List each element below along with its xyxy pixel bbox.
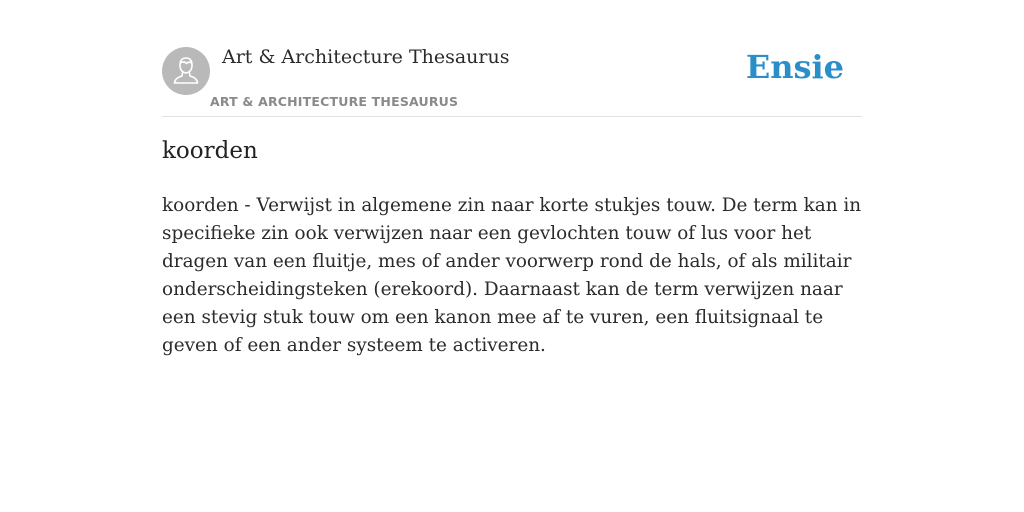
user-placeholder-icon xyxy=(162,47,210,95)
definition-text: koorden - Verwijst in algemene zin naar korte stukjes touw. De term kan in specifieke zin ook verwijzen naar een gevlochten touw of lus voor het dragen van een fluitje, mes of ander voorwerp rond de hals, of als militair onderscheidingsteken (erekoord). Daarnaast kan de term verwijzen naar een stevig stuk touw om een kanon mee af te vuren, een fluitsignaal te geven of een ander systeem te activeren. xyxy=(162,195,862,356)
source-title[interactable]: Art & Architecture Thesaurus xyxy=(222,46,510,68)
term-title: koorden xyxy=(162,138,258,164)
avatar[interactable] xyxy=(162,47,210,95)
source-subtitle: ART & ARCHITECTURE THESAURUS xyxy=(210,94,459,109)
ensie-logo[interactable]: Ensie xyxy=(745,48,844,86)
page-header xyxy=(162,40,862,117)
